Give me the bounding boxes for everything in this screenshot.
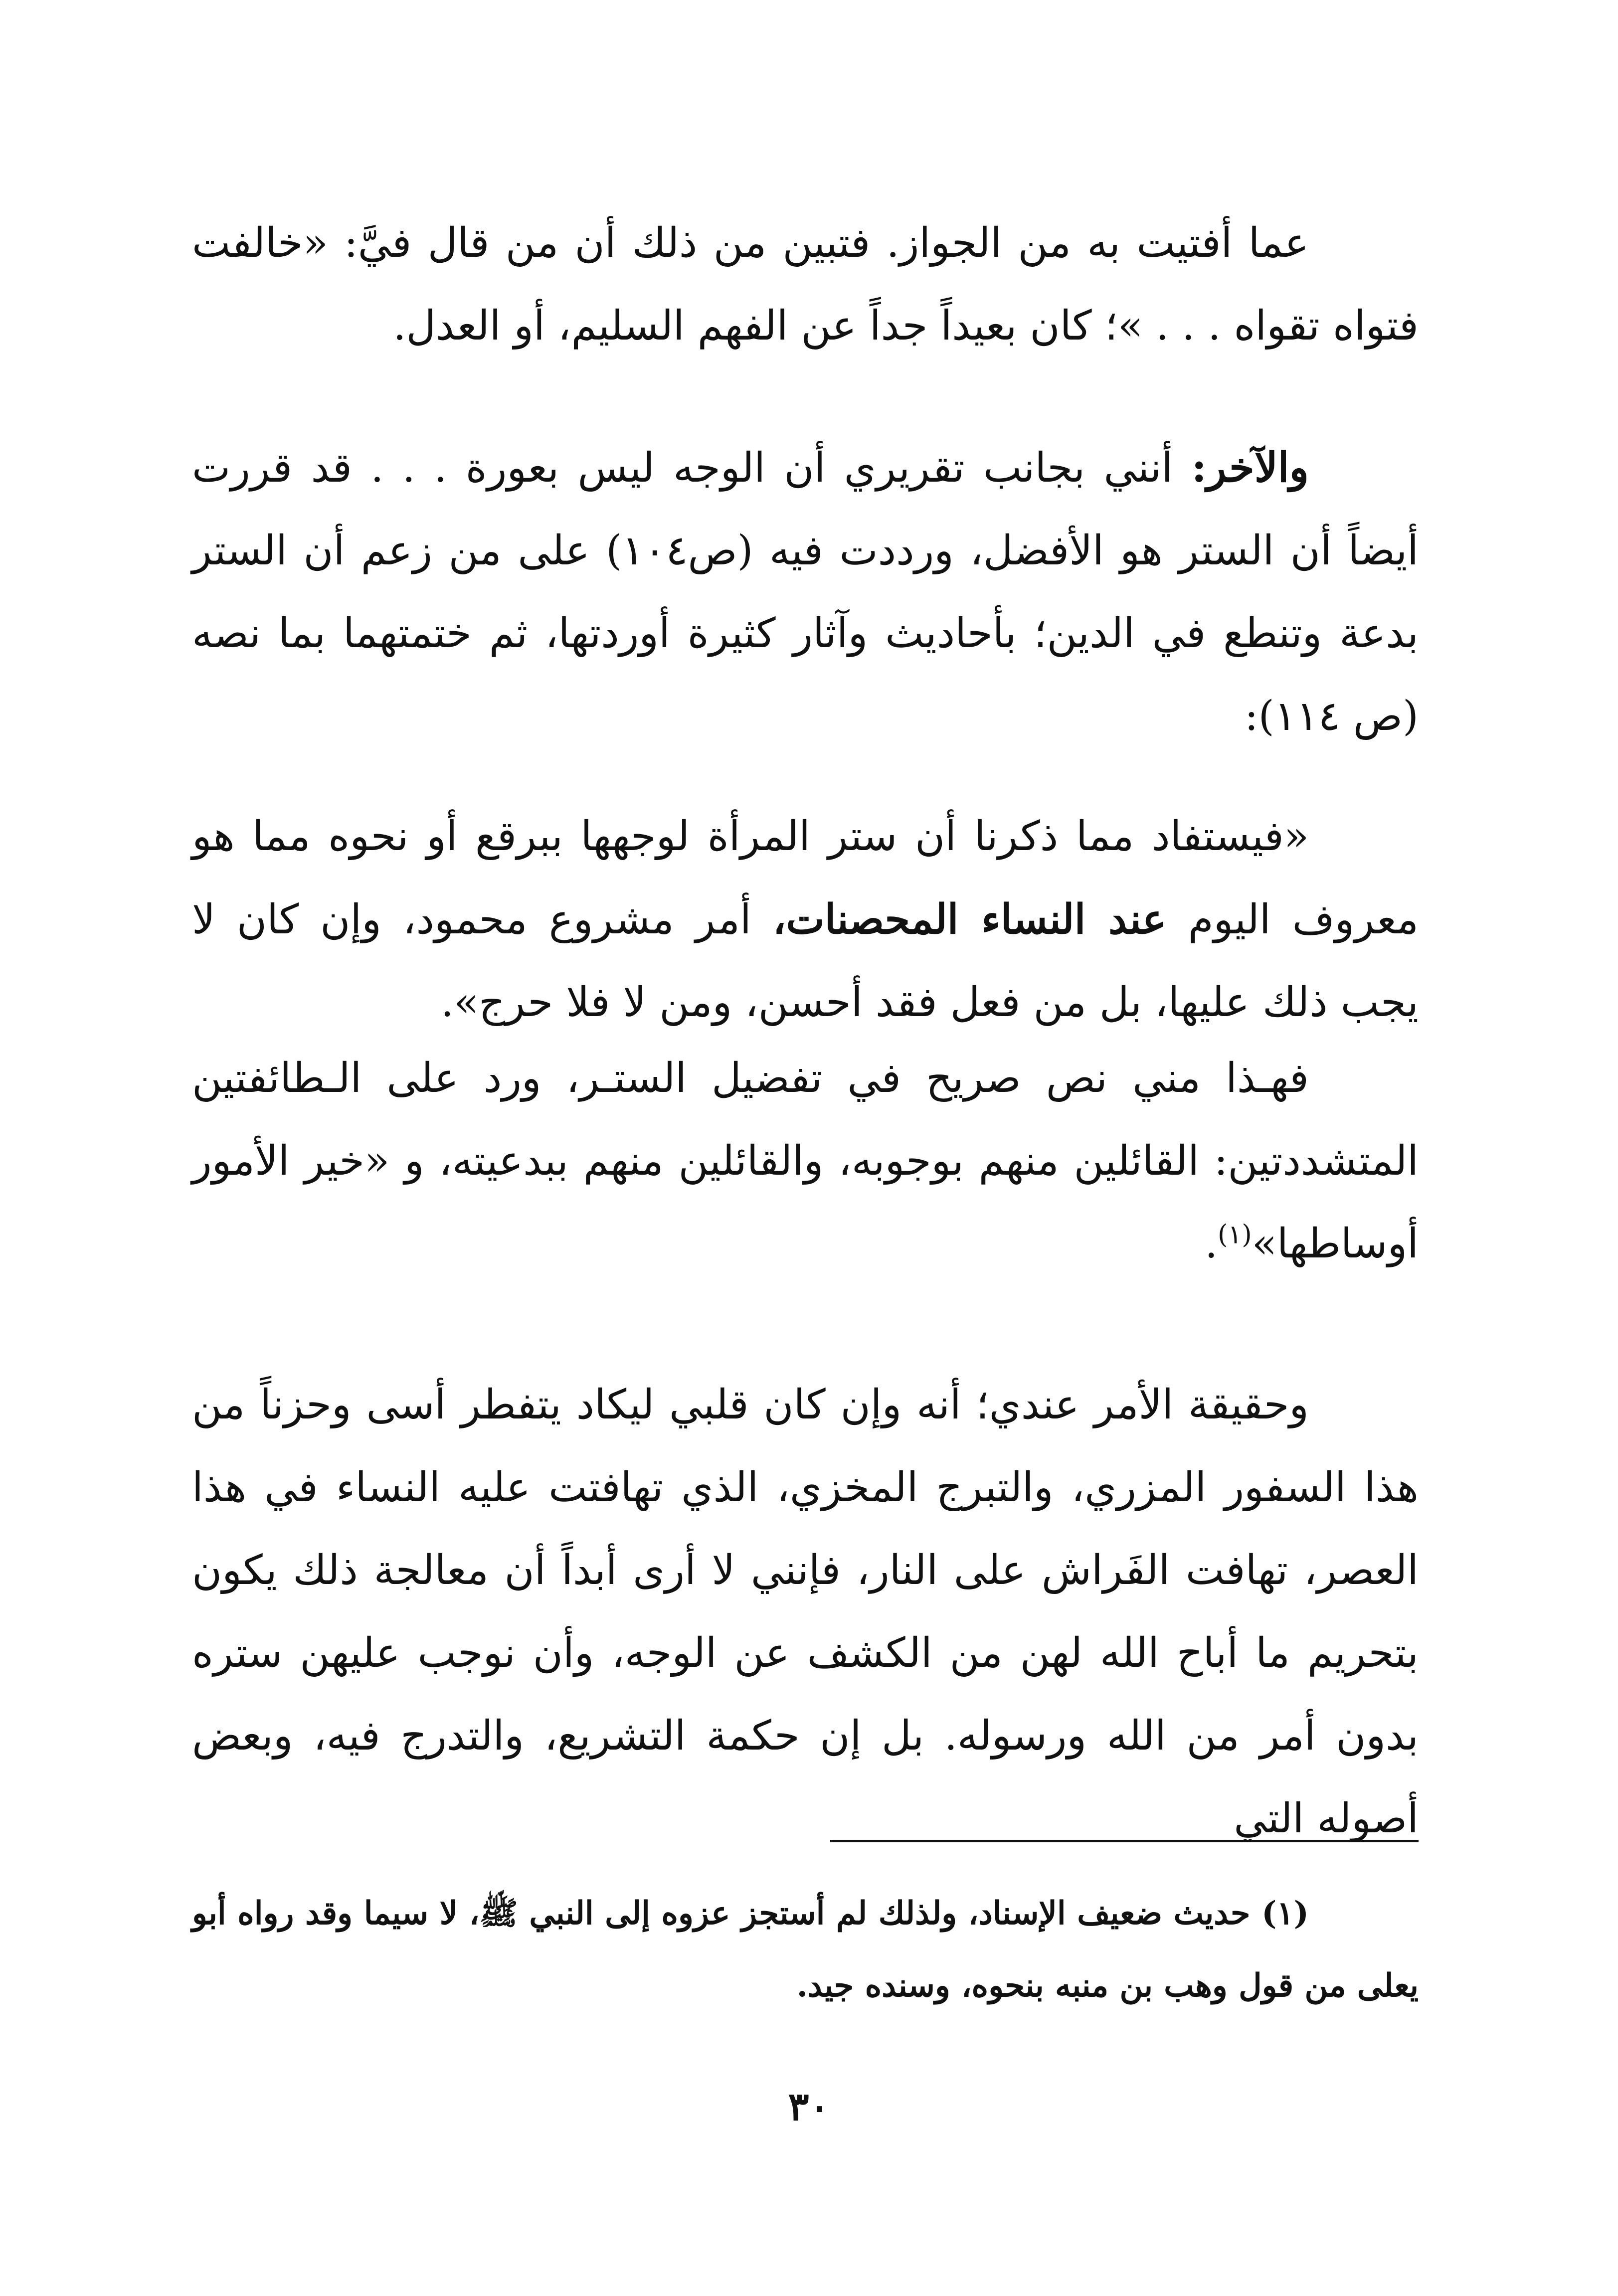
footnote-reference: (١) [1218, 1220, 1252, 1250]
paragraph-4-end: . [1205, 1220, 1218, 1267]
paragraph-1-text: عما أفتيت به من الجواز. فتبين من ذلك أن من قال فيَّ: «خالفت فتواه تقواه . . . »؛ كان بعيداً جداً عن الفهم السليم، أو العدل. [192, 219, 1419, 350]
paragraph-2 [192, 426, 1419, 758]
quotation-before: «فيستفاد مما ذكرنا أن ستر المرأة لوجهها ببرقع أو نحوه مما هو معروف اليوم [192, 813, 1419, 943]
footnote-marker: (١) [1261, 1895, 1309, 1932]
quotation-paragraph [192, 795, 1419, 1044]
paragraph-1 [192, 202, 1419, 367]
paragraph-2-body: أنني بجانب تقريري أن الوجه ليس بعورة . . . قد قررت أيضاً أن الستر هو الأفضل، ورددت فيه (ص١٠٤) على من زعم أن الستر بدعة وتنطع في الدين؛ بأحاديث وآثار كثيرة أوردتها، ثم ختمتهما بما نصه (ص ١١٤): [192, 444, 1419, 740]
paragraph-4-text: فهـذا مني نص صريح في تفضيل الستـر، ورد على الـطائفتين المتشددتين: القائلين منهم بوجوبه، والقائلين منهم ببدعيته، و «خير الأمور أوساطها» [192, 1055, 1419, 1267]
paragraph-5-text: وحقيقة الأمر عندي؛ أنه وإن كان قلبي ليكاد يتفطر أسى وحزناً من هذا السفور المزري، والتبرج المخزي، الذي تهافتت عليه النساء في هذا العصر، تهافت الفَراش على النار، فإنني لا أرى أبداً أن معالجة ذلك يكون بتحريم ما أباح الله لهن من الكشف عن الوجه، وأن نوجب عليهن ستره بدون أمر من الله ورسوله. بل إن حكمة التشريع، والتدرج فيه، وبعض أصوله التي [192, 1381, 1419, 1842]
page-number: ٣٠ [788, 2084, 830, 2129]
quotation-after: أمر مشروع محمود، وإن كان لا يجب ذلك عليها، بل من فعل فقد أحسن، ومن لا فلا حرج». [192, 896, 1419, 1026]
paragraph-2-lead: والآخر: [1191, 444, 1309, 492]
paragraph-4 [192, 1037, 1419, 1285]
footnote-separator [830, 1840, 1419, 1842]
footnote [192, 1877, 1419, 2022]
footnote-text: حديث ضعيف الإسناد، ولذلك لم أستجز عزوه إلى النبي ﷺ، لا سيما وقد رواه أبو يعلى من قول وهب بن منبه بنحوه، وسنده جيد. [192, 1895, 1419, 2004]
quotation-bold-phrase: عند النساء المحصنات، [772, 895, 1167, 943]
paragraph-5 [192, 1364, 1419, 1860]
